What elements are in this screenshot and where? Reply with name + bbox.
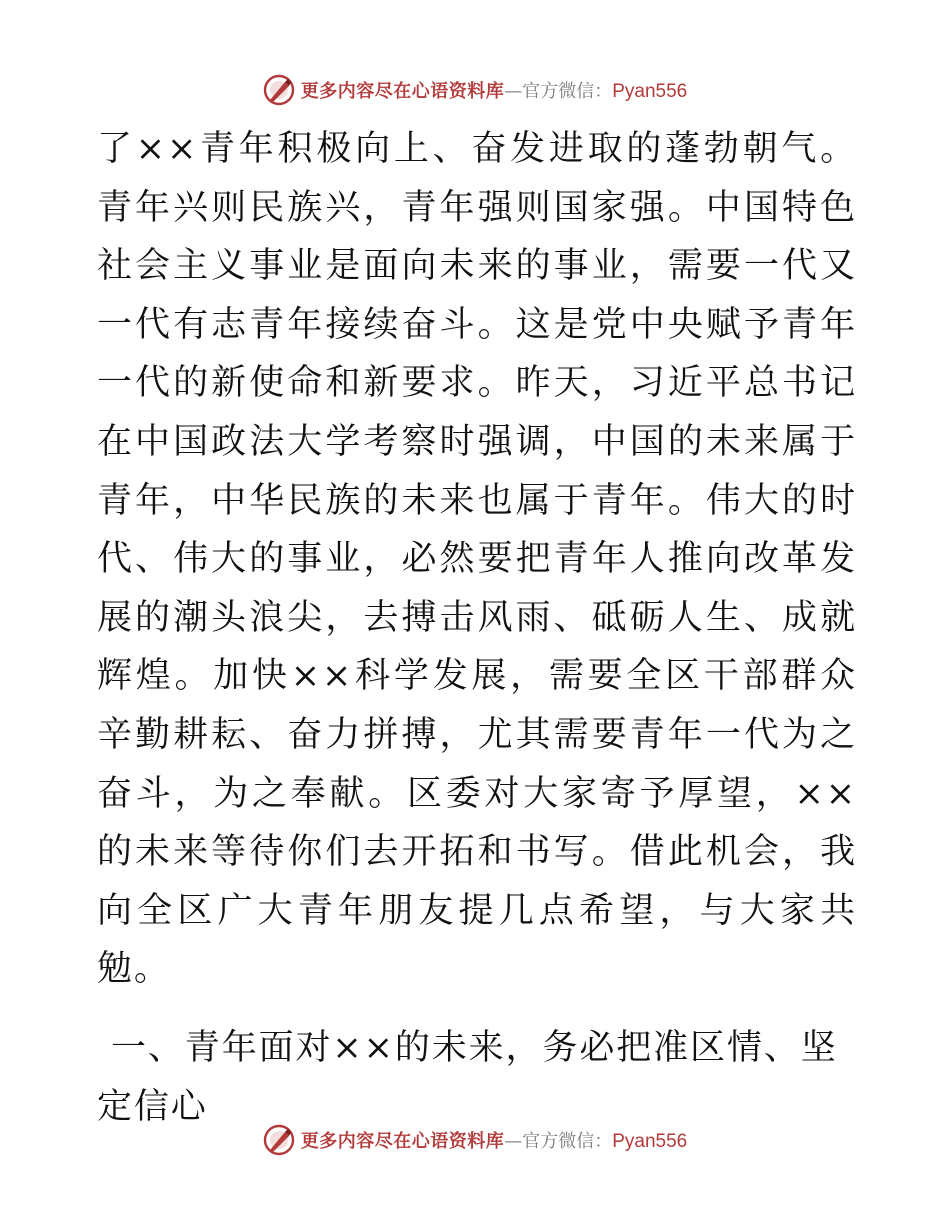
pen-logo-icon [263, 74, 295, 106]
watermark-wechat-id: Pyan556 [612, 81, 688, 102]
watermark-wechat-label: 官方微信： [522, 81, 613, 102]
watermark-separator: — [504, 1131, 523, 1152]
header-watermark-banner [0, 70, 950, 110]
document-body [97, 120, 857, 1136]
footer-watermark-banner [0, 1120, 950, 1160]
pen-logo-icon [263, 1124, 295, 1156]
watermark-main-text: 更多内容尽在心语资料库 [300, 1131, 505, 1152]
watermark-main-text: 更多内容尽在心语资料库 [300, 81, 505, 102]
section-heading: 一、青年面对××的未来，务必把准区情、坚定信心 [97, 1027, 838, 1127]
watermark-wechat-label: 官方微信： [522, 1131, 613, 1152]
watermark-separator: — [504, 81, 523, 102]
body-paragraph: 了××青年积极向上、奋发进取的蓬勃朝气。青年兴则民族兴，青年强则国家强。中国特色社会主义事业是面向未来的事业，需要一代又一代有志青年接续奋斗。这是党中央赋予青年一代的新使命和新要求。昨天，习近平总书记在中国政法大学考察时强调，中国的未来属于青年，中华民族的未来也属于青年。伟大的时代、伟大的事业，必然要把青年人推向改革发展的潮头浪尖，去搏击风雨、砥砺人生、成就辉煌。加快××科学发展，需要全区干部群众辛勤耕耘、奋力拼搏，尤其需要青年一代为之奋斗，为之奉献。区委对大家寄予厚望，××的未来等待你们去开拓和书写。借此机会，我向全区广大青年朋友提几点希望，与大家共勉。 [97, 129, 857, 990]
watermark-wechat-id: Pyan556 [612, 1131, 688, 1152]
